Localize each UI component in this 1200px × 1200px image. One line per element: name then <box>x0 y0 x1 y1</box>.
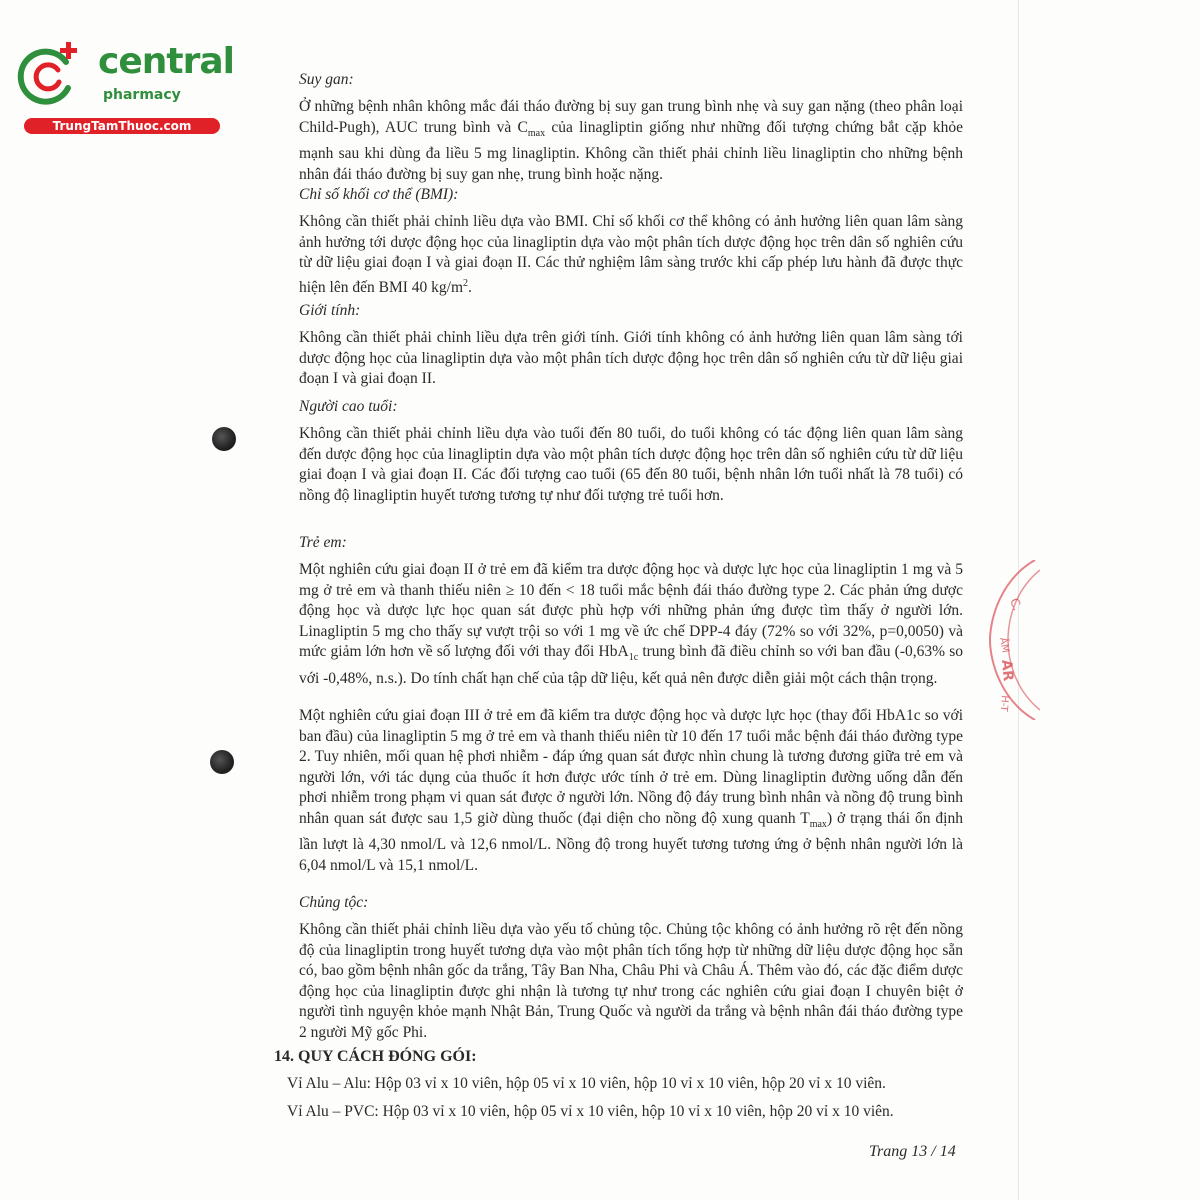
paragraph-chung-toc: Không cần thiết phải chỉnh liều dựa vào yếu tố chủng tộc. Chủng tộc không có ảnh hưởng rõ rệt đến nồng độ của linagliptin trong huyết tương dựa vào một phân tích tổng hợp từ những dữ liệu dược động học sẵn có, bao gồm bệnh nhân gốc da trắng, Tây Ban Nha, Châu Phi và Châu Á. Thêm vào đó, các đặc điểm dược động học của linagliptin được ghi nhận là tương tự như trong các nghiên cứu giai đoạn I chuyên biệt ở người tình nguyện khỏe mạnh Nhật Bản, Trung Quốc và người da trắng và bệnh nhân đái tháo đường type 2 người Mỹ gốc Phi. <box>299 921 963 1041</box>
heading-tre-em: Trẻ em: <box>299 534 347 551</box>
svg-text:C.: C. <box>1007 596 1025 613</box>
heading-chung-toc: Chủng tộc: <box>299 894 369 911</box>
paragraph-tre-em-1: Một nghiên cứu giai đoạn II ở trẻ em đã kiểm tra dược động học và dược lực học của linagliptin 1 mg và 5 mg ở trẻ em và thanh thiếu niên ≥ 10 đến < 18 tuổi mắc bệnh đái tháo đường type 2. Các phản ứng dược động học và dược lực học quan sát được phù hợp với những phản ứng được tìm thấy ở người lớn. Linagliptin 5 mg cho thấy sự vượt trội so với 1 mg về ức chế DPP-4 đáy (72% so với 32%, p=0,0050) và mức giảm lớn hơn về số lượng đối với thay đổi HbA$_{1c}$ trung bình đã điều chỉnh so với ban đầu (-0,63% so với -0,48%, n.s.). Do tính chất hạn chế của tập dữ liệu, kết quả nên được diễn giải một cách thận trọng. <box>299 561 963 687</box>
brand-subtitle: pharmacy <box>103 87 181 103</box>
website-badge[interactable]: TrungTamThuoc.com <box>24 118 220 134</box>
svg-text:ÂM: ÂM <box>997 636 1011 654</box>
heading-suy-gan: Suy gan: <box>299 71 354 88</box>
page-number: Trang 13 / 14 <box>869 1143 956 1160</box>
paragraph-tre-em-2: Một nghiên cứu giai đoạn III ở trẻ em đã kiểm tra dược động học và dược lực học (thay đổi HbA1c so với ban đầu) của linagliptin 5 mg ở trẻ em và thanh thiếu niên từ 10 đến 17 tuổi mắc bệnh đái tháo đường type 2. Tuy nhiên, mối quan hệ phơi nhiễm - đáp ứng quan sát được nhìn chung là tương đương giữa trẻ em và người lớn, với tác dụng của thuốc ít hơn được ước tính ở trẻ em. Dùng linagliptin đường uống dẫn đến phơi nhiễm trong phạm vi quan sát được ở người lớn. Nồng độ đáy trung bình nhân và nồng độ trung bình nhân quan sát được sau 1,5 giờ dùng thuốc (đại diện cho nồng độ xung quanh $T_{max}$) ở trạng thái ổn định lần lượt là 4,30 nmol/L và 12,6 nmol/L. Nồng độ trong huyết tương tương ứng ở bệnh nhân người lớn là 6,04 nmol/L và 15,1 nmol/L. <box>299 707 963 874</box>
paragraph-nguoi-cao-tuoi: Không cần thiết phải chỉnh liều dựa vào tuổi đến 80 tuổi, do tuổi không có tác động liên quan lâm sàng đến dược động học của linagliptin dựa vào một phân tích dược động học trên dân số nghiên cứu từ dữ liệu giai đoạn I và giai đoạn II. Các đối tượng cao tuổi (65 đến 80 tuổi, bệnh nhân lớn tuổi nhất là 78 tuổi) có nồng độ linagliptin huyết tương tương tự như đối tượng trẻ tuổi hơn. <box>299 425 963 504</box>
section-heading-packaging: 14. QUY CÁCH ĐÓNG GÓI: <box>274 1048 477 1065</box>
heading-gioi-tinh: Giới tính: <box>299 302 361 319</box>
brand-name: central <box>98 41 234 82</box>
paragraph-bmi: Không cần thiết phải chỉnh liều dựa vào BMI. Chỉ số khối cơ thể không có ảnh hưởng liên quan lâm sàng ảnh hưởng tới dược động học của linagliptin dựa vào một phân tích dược động học trên dân số nghiên cứu từ dữ liệu giai đoạn I và giai đoạn II. Các thử nghiệm lâm sàng trước khi cấp phép lưu hành đã được thực hiện lên đến BMI 40 $kg/m^2$. <box>299 213 963 296</box>
packaging-line-alu-alu: Vỉ Alu – Alu: Hộp 03 vỉ x 10 viên, hộp 05 vỉ x 10 viên, hộp 10 vỉ x 10 viên, hộp 20 vỉ x 10 viên. <box>287 1075 886 1092</box>
packaging-line-alu-pvc: Vỉ Alu – PVC: Hộp 03 vỉ x 10 viên, hộp 05 vỉ x 10 viên, hộp 10 vỉ x 10 viên, hộp 20 vỉ x 10 viên. <box>287 1103 894 1120</box>
svg-text:AR: AR <box>998 658 1016 682</box>
paragraph-suy-gan: Ở những bệnh nhân không mắc đái tháo đường bị suy gan trung bình nhẹ và suy gan nặng (theo phân loại Child-Pugh), AUC trung bình và $C_{max}$ của linagliptin giống như những đối tượng chứng bắt cặp khỏe mạnh sau khi dùng đa liều 5 mg linagliptin. Không cần thiết phải chỉnh liều linagliptin cho những bệnh nhân đái tháo đường bị suy gan nhẹ, trung bình hoặc nặng. <box>299 98 963 183</box>
paragraph-gioi-tinh: Không cần thiết phải chỉnh liều dựa trên giới tính. Giới tính không có ảnh hưởng liên quan lâm sàng tới dược động học của linagliptin dựa vào một phân tích dược động học trên dân số nghiên cứu từ dữ liệu giai đoạn I và giai đoạn II. <box>299 329 963 387</box>
heading-nguoi-cao-tuoi: Người cao tuổi: <box>299 398 398 415</box>
svg-text:H-T: H-T <box>997 694 1010 712</box>
heading-bmi: Chỉ số khối cơ thể (BMI): <box>299 186 459 203</box>
